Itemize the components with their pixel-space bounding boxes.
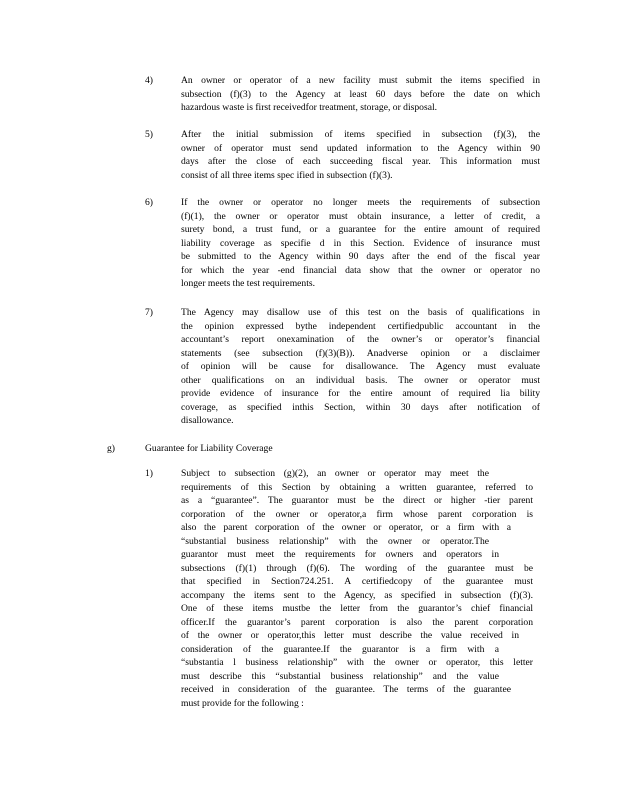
text-line: other qualifications on an individual basis. The owner or operator must xyxy=(181,374,540,386)
text-line: officer.If the guarantor’s parent corporation is also the parent corporation xyxy=(181,616,533,628)
text-line: that specified in Section724.251. A certifiedcopy of the guarantee must xyxy=(181,576,533,587)
text-line: of opinion will be cause for disallowance. The Agency must evaluate xyxy=(181,361,540,372)
list-item-6 xyxy=(145,196,540,296)
item-number: 4) xyxy=(145,75,153,86)
text-line: The Agency may disallow use of this test on the basis of qualifications in xyxy=(181,307,540,318)
text-line: An owner or operator of a new facility must submit the items specified in xyxy=(181,75,540,86)
list-item-4 xyxy=(145,74,540,119)
text-line: coverage, as specified inthis Section, within 30 days after notification of xyxy=(181,401,540,413)
text-line: “substantial business relationship” with the owner or operator.The xyxy=(181,535,489,547)
text-line: consist of all three items spec ified in subsection (f)(3). xyxy=(181,169,393,181)
list-item-5 xyxy=(145,128,540,188)
text-line: for which the year -end financial data show that the owner or operator no xyxy=(181,264,540,276)
text-line: must provide for the following : xyxy=(181,697,304,709)
section-title: Guarantee for Liability Coverage xyxy=(145,443,273,454)
text-line: hazardous waste is first receivedfor treatment, storage, or disposal. xyxy=(181,102,438,113)
text-line: also the parent corporation of the owner or operator, or a firm with a xyxy=(181,522,511,533)
text-line: If the owner or operator no longer meets the requirements of subsection xyxy=(181,197,540,208)
list-item-7 xyxy=(145,306,540,431)
text-line: as a “guarantee”. The guarantor must be the direct or higher -tier parent xyxy=(181,495,533,506)
text-line: be submitted to the Agency within 90 days after the end of the fiscal year xyxy=(181,251,540,262)
text-line: consideration of the guarantee.If the guarantor is a firm with a xyxy=(181,643,499,655)
text-line: accountant’s report onexamination of the owner’s or operator’s financial xyxy=(181,334,540,345)
text-line: longer meets the test requirements. xyxy=(181,278,316,289)
text-line: provide evidence of insurance for the entire amount of required lia bility xyxy=(181,388,540,399)
item-number: 1) xyxy=(145,468,153,479)
section-heading-g xyxy=(107,442,407,456)
text-line: “substantia l business relationship” with the owner or operator, this letter xyxy=(181,657,533,668)
text-line: subsection (f)(3) to the Agency at least 60 days before the date on which xyxy=(181,88,540,100)
section-letter: g) xyxy=(107,443,115,454)
item-number: 6) xyxy=(145,197,153,208)
text-line: requirements of this Section by obtaining a written guarantee, referred to xyxy=(181,481,533,493)
text-line: of the owner or operator,this letter must describe the value received in xyxy=(181,630,519,641)
text-line: statements (see subsection (f)(3)(B)). Anadverse opinion or a disclaimer xyxy=(181,347,540,359)
text-line: disallowance. xyxy=(181,415,234,426)
text-line: must describe this “substantial business relationship” and the value xyxy=(181,670,499,682)
text-line: surety bond, a trust fund, or a guarantee for the entire amount of required xyxy=(181,224,540,235)
text-line: (f)(1), the owner or operator must obtain insurance, a letter of credit, a xyxy=(181,210,540,222)
item-number: 5) xyxy=(145,129,153,140)
text-line: accompany the items sent to the Agency, as specified in subsection (f)(3). xyxy=(181,589,533,601)
text-line: guarantor must meet the requirements for owners and operators in xyxy=(181,549,499,560)
list-item-g1 xyxy=(145,467,540,717)
text-line: Subject to subsection (g)(2), an owner or operator may meet the xyxy=(181,468,489,479)
text-line: days after the close of each succeeding fiscal year. This information must xyxy=(181,156,540,167)
text-line: corporation of the owner or operator,a firm whose parent corporation is xyxy=(181,508,533,520)
text-line: owner of operator must send updated information to the Agency within 90 xyxy=(181,142,540,154)
text-line: the opinion expressed bythe independent certifiedpublic accountant in the xyxy=(181,320,540,332)
text-line: liability coverage as specifie d in this Section. Evidence of insurance must xyxy=(181,237,540,249)
text-line: After the initial submission of items specified in subsection (f)(3), the xyxy=(181,129,540,140)
text-line: subsections (f)(1) through (f)(6). The wording of the guarantee must be xyxy=(181,562,533,574)
item-number: 7) xyxy=(145,307,153,318)
text-line: received in consideration of the guarantee. The terms of the guarantee xyxy=(181,684,511,695)
text-line: One of these items mustbe the letter from the guarantor’s chief financial xyxy=(181,603,533,614)
